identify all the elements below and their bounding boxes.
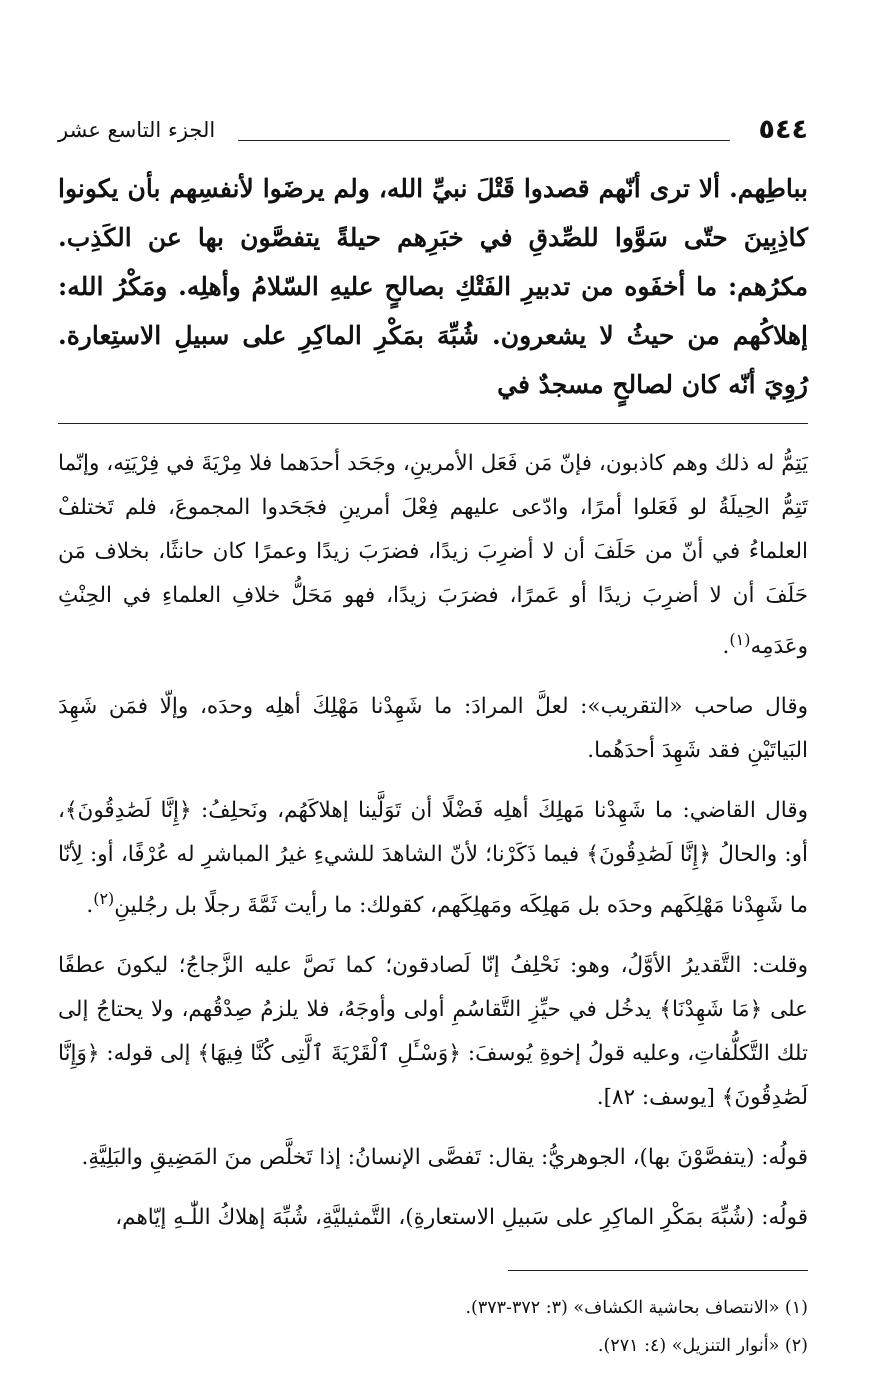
commentary-paragraph: وقال صاحب «التقريب»: لعلَّ المرادَ: ما شَهِدْنا مَهْلِكَ أهلِه وحدَه، وإلّا فمَن شَهِدَ البَياتَيْنِ فقد شَهِدَ أحدَهُما. — [58, 694, 808, 764]
main-text: بباطِهم. ألا ترى أنّهم قصدوا قَتْلَ نبيِّ الله، ولم يرضَوا لأنفسِهم بأن يكونوا كاذِبِينَ حتّى سَوَّوا للصِّدقِ في خبَرِهم حيلةً يتفصَّون بها عن الكَذِب. مكرُهم: ما أخفَوه من تدبيرِ الفَتْكِ بصالحٍ عليهِ السّلامُ وأهلِه. ومَكْرُ الله: إهلاكُهم من حيثُ لا يشعرون. شُبِّهَ بمَكْرِ الماكِرِ على سبيلِ الاستِعارة. رُوِيَ أنّه كان لصالحٍ مسجدٌ في — [58, 174, 808, 399]
footnote-2: (٢) «أنوار التنزيل» (٤: ٢٧١). — [597, 1336, 808, 1357]
commentary-text: وقال القاضي: ما شَهِدْنا مَهلِكَ أهلِه فَضْلًا أن تَوَلَّينا إهلاكَهُم، ونَحلِفُ: ﴿إِنَّا لَصَٰدِقُونَ﴾، أو: والحالُ ﴿إِنَّا لَصَٰدِقُونَ﴾ فيما ذَكَرْنا؛ لأنّ الشاهدَ للشيءِ غيرُ المباشرِ له عُرْفًا، أو: لِأنّا ما شَهِدْنا مَهْلِكَهم وحدَه بل مَهلِكَه ومَهلِكَهم، كقولك: ما رأيت ثَمَّةَ رجلًا بل رجُلينِ — [58, 798, 808, 919]
commentary-text: يَتِمُّ له ذلك وهم كاذبون، فإنّ مَن فَعَل الأمرينِ، وجَحَد أحدَهما فلا مِرْيَةَ في فِرْيَتِه، وإنّما تَتِمُّ الحِيلَةُ لو فَعَلوا أمرًا، وادّعى عليهم فِعْلَ أمرينِ فجَحَدوا المجموعَ، فلم تَختلفْ العلماءُ في أنّ من حَلَفَ أن لا أضرِبَ زيدًا، فضرَبَ زيدًا وعمرًا كان حانثًا، بخلاف مَن حَلَفَ أن لا أضرِبَ زيدًا أو عَمرًا، فضرَبَ زيدًا، فهو مَحَلُّ خلافِ العلماءِ في الحِنْثِ وعَدَمِه — [58, 451, 808, 660]
commentary-paragraph: وقلت: التَّقديرُ الأوَّلُ، وهو: نَحْلِفُ إنّا لَصادقون؛ كما نَصَّ عليه الزَّجاجُ؛ ليكونَ عطفًا على ﴿مَا شَهِدْنَا﴾ يدخُل في حيِّزِ التَّقاسُمِ أولى وأوجَهُ، فلا يلزمُ صِدْقُهم، ولا يحتاجُ إلى تلك التَّكلُّفاتِ، وعليه قولُ إخوةِ يُوسفَ: ﴿وَسْـَٔلِ ٱلْقَرْيَةَ ٱلَّتِى كُنَّا فِيهَا﴾ إلى قوله: ﴿وَإِنَّا لَصَٰدِقُونَ﴾ [يوسف: ٨٢]. — [58, 953, 808, 1111]
commentary — [58, 442, 808, 1240]
footnote-reference: (١) — [729, 630, 751, 649]
header-rule — [238, 140, 730, 141]
section-divider — [58, 423, 808, 424]
commentary-paragraph: قولُه: (يتفصَّوْنَ بها)، الجوهريُّ: يقال: تَفصَّى الإنسانُ: إذا تَخلَّص منَ المَضِيقِ والبَلِيَّةِ. — [81, 1145, 808, 1171]
footnote-1: (١) «الانتصاف بحاشية الكشاف» (٣: ٣٧٢-٣٧٣). — [465, 1298, 808, 1319]
page-header — [58, 108, 808, 154]
commentary-paragraph: يَتِمُّ له ذلك وهم كاذبون، فإنّ مَن فَعَل الأمرينِ، وجَحَد أحدَهما فلا مِرْيَةَ في فِرْيَتِه، وإنّما تَتِمُّ الحِيلَةُ لو فَعَلوا أمرًا، وادّعى عليهم فِعْلَ أمرينِ فجَحَدوا المجموعَ، فلم تَختلفْ العلماءُ في أنّ من حَلَفَ أن لا أضرِبَ زيدًا، فضرَبَ زيدًا وعمرًا كان حانثًا، بخلاف مَن حَلَفَ أن لا أضرِبَ زيدًا أو عَمرًا، فضرَبَ زيدًا، فهو مَحَلُّ خلافِ العلماءِ في الحِنْثِ وعَدَمِه$^{(١)}$. — [58, 451, 808, 660]
footnote-reference: (٢) — [93, 889, 115, 909]
footnote-divider — [508, 1270, 808, 1271]
commentary-paragraph: وقال القاضي: ما شَهِدْنا مَهلِكَ أهلِه فَضْلًا أن تَوَلَّينا إهلاكَهُم، ونَحلِفُ: ﴿إِنَّا لَصَٰدِقُونَ﴾، أو: والحالُ ﴿إِنَّا لَصَٰدِقُونَ﴾ فيما ذَكَرْنا؛ لأنّ الشاهدَ للشيءِ غيرُ المباشرِ له عُرْفًا، أو: لِأنّا ما شَهِدْنا مَهْلِكَهم وحدَه بل مَهلِكَه ومَهلِكَهم، كقولك: ما رأيت ثَمَّةَ رجلًا بل رجُلينِ$^{(٢)}$. — [58, 798, 808, 919]
running-title: الجزء التاسع عشر — [58, 118, 216, 142]
page-number: ٥٤٤ — [758, 114, 808, 145]
book-page — [58, 108, 808, 1365]
commentary-paragraph: قولُه: (شُبِّهَ بمَكْرِ الماكِرِ على سَبيلِ الاستعارةِ)، التَّمثيليَّةِ، شُبِّهَ إهلاكُ اللّٰـهِ إيّاهم، — [115, 1205, 808, 1231]
footnotes — [58, 1289, 808, 1365]
